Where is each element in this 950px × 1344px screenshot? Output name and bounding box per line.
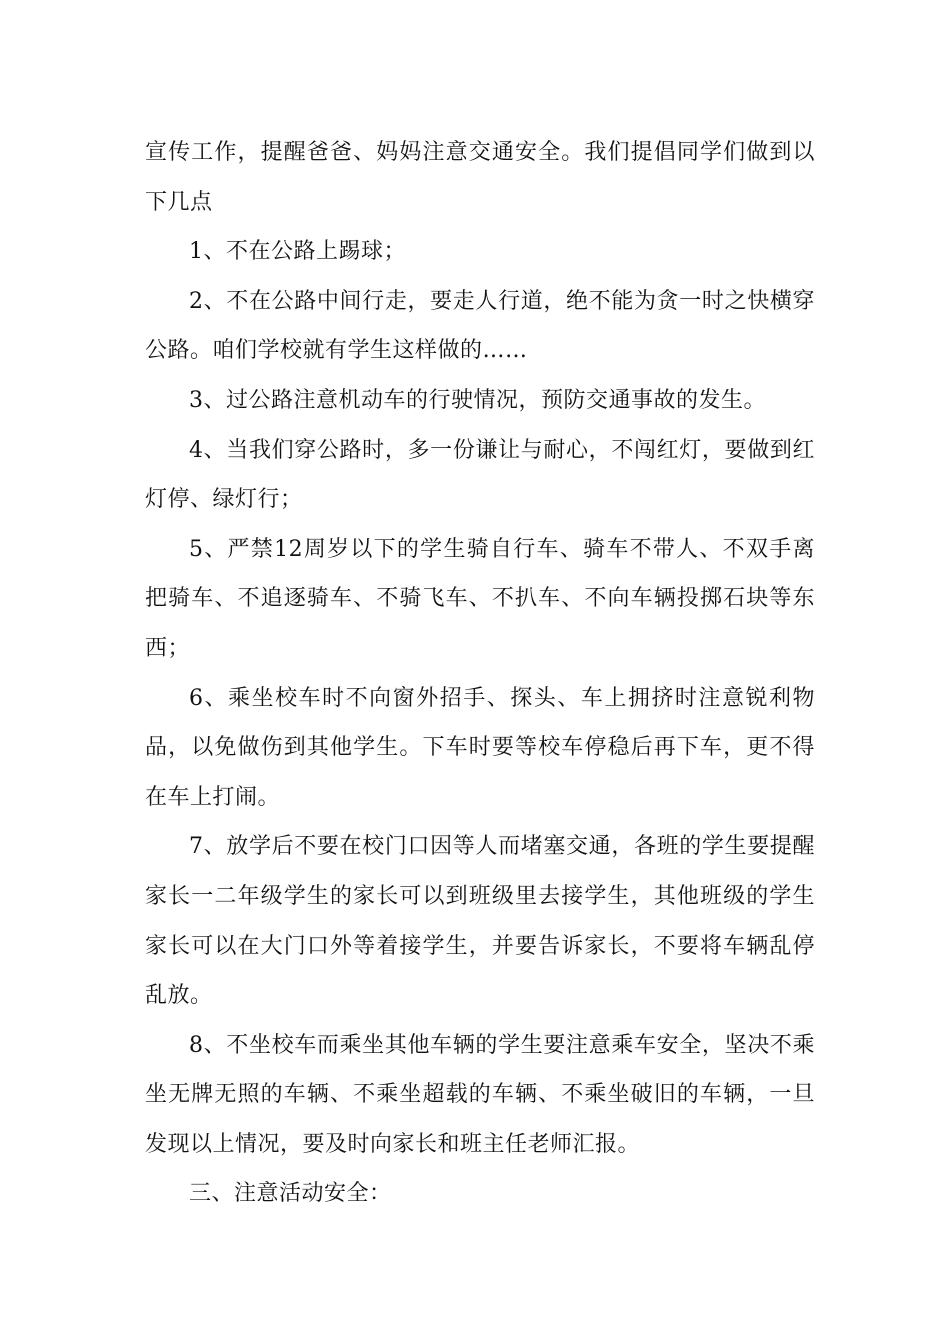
- paragraph-item-4: 4、当我们穿公路时，多一份谦让与耐心，不闯红灯，要做到红灯停、绿灯行；: [145, 437, 815, 513]
- paragraph-item-7: 7、放学后不要在校门口因等人而堵塞交通，各班的学生要提醒家长一二年级学生的家长可以到班级里去接学生，其他班级的学生家长可以在大门口外等着接学生，并要告诉家长，不要将车辆乱停乱放。: [145, 834, 815, 1009]
- section-heading-activity-safety: 三、注意活动安全：: [189, 1181, 392, 1207]
- paragraph-item-6: 6、乘坐校车时不向窗外招手、探头、车上拥挤时注意锐利物品，以免做伤到其他学生。下车时要等校车停稳后再下车，更不得在车上打闹。: [145, 685, 815, 810]
- paragraph-item-5: 5、严禁12周岁以下的学生骑自行车、骑车不带人、不双手离把骑车、不追逐骑车、不骑飞车、不扒车、不向车辆投掷石块等东西；: [145, 536, 815, 661]
- paragraph-intro: 宣传工作，提醒爸爸、妈妈注意交通安全。我们提倡同学们做到以下几点: [145, 140, 815, 215]
- paragraph-item-3: 3、过公路注意机动车的行驶情况，预防交通事故的发生。: [189, 387, 766, 413]
- paragraph-item-8: 8、不坐校车而乘坐其他车辆的学生要注意乘车安全，坚决不乘坐无牌无照的车辆、不乘坐超载的车辆、不乘坐破旧的车辆，一旦发现以上情况，要及时向家长和班主任老师汇报。: [145, 1032, 815, 1157]
- document-body: [145, 128, 815, 1219]
- paragraph-item-2: 2、不在公路中间行走，要走人行道，绝不能为贪一时之快横穿公路。咱们学校就有学生这样做的……: [145, 288, 815, 364]
- paragraph-item-1: 1、不在公路上踢球；: [189, 239, 406, 265]
